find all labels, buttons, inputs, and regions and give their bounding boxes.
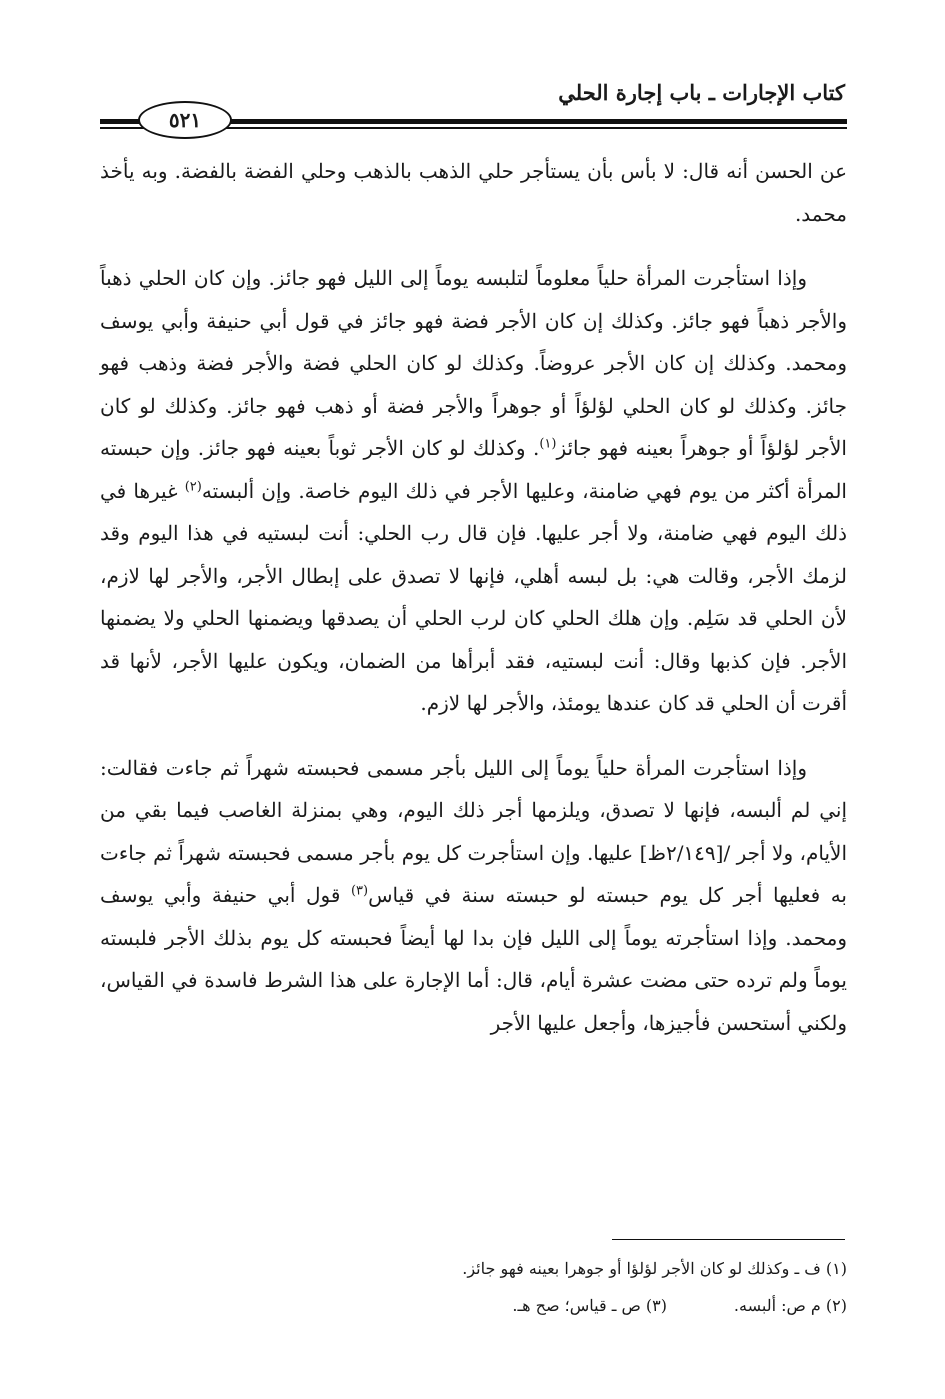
paragraph-3 xyxy=(100,747,847,1045)
paragraph-3-part-a: وإذا استأجرت المرأة حلياً يوماً إلى الليل بأجر مسمى فحبسته شهراً ثم جاءت فقالت: إني لم ألبسه، فإنها لا تصدق، ويلزمها أجر ذلك اليوم، وهي بمنزلة الغاصب فيما بقي من الأيام، ولا أجر /[٢/١٤٩ظ] عليها. وإن استأجرت كل يوم بأجر مسمى فحبسته شهراً ثم جاءت به فعليها أجر كل يوم حبسته لو حبسته سنة في قياس xyxy=(100,755,847,907)
paragraph-3-part-b: قول أبي حنيفة وأبي يوسف ومحمد. وإذا استأجرته يوماً إلى الليل فإن بدا لها أيضاً فحبسته كل يوم بذلك الأجر فلبسته يوماً ولم ترده حتى مضت عشرة أيام، قال: أما الإجارة على هذا الشرط فاسدة في القياس، ولكني أستحسن فأجيزها، وأجعل عليها الأجر xyxy=(100,883,847,1035)
paragraph-2-part-a: وإذا استأجرت المرأة حلياً معلوماً لتلبسه يوماً إلى الليل فهو جائز. وإن كان الحلي ذهباً والأجر ذهباً فهو جائز. وكذلك إن كان الأجر فضة فهو جائز في قول أبي حنيفة وأبي يوسف ومحمد. وكذلك إن كان الأجر عروضاً. وكذلك لو كان الحلي فضة والأجر فضة وذهب فهو جائز. وكذلك لو كان الحلي لؤلؤاً أو جوهراً والأجر فضة أو ذهب فهو جائز. وكذلك لو كان الأجر لؤلؤاً أو جوهراً بعينه فهو جائز xyxy=(100,266,847,460)
page-number-badge: ٥٢١ xyxy=(138,101,232,139)
paragraph-2 xyxy=(100,257,847,725)
footnote-ref-3: (٣) xyxy=(350,883,369,899)
running-title: كتاب الإجارات ـ باب إجارة الحلي xyxy=(558,80,845,105)
main-text xyxy=(100,150,847,1044)
paragraph-2-part-c: غيرها في ذلك اليوم فهي ضامنة، ولا أجر عليها. فإن قال رب الحلي: أنت لبستيه في هذا اليوم وقد لزمك الأجر، وقالت هي: بل لبسه أهلي، فإنها لا تصدق على إبطال الأجر، والأجر لها لازم، لأن الحلي قد سَلِم. وإن هلك الحلي كان لرب الحلي أن يصدقها ويضمنها الحلي ولا يضمنها الأجر. فإن كذبها وقال: أنت لبستيه، فقد أبرأها من الضمان، ويكون عليها الأجر، لأنها قد أقرت أن الحلي قد كان عندها يومئذ، والأجر لها لازم. xyxy=(100,478,847,715)
footnote-ref-1: (١) xyxy=(539,436,557,452)
footnote-ref-2: (٢) xyxy=(184,478,202,494)
footnote-3: (٣) ص ـ قياس؛ صح هـ. xyxy=(512,1296,667,1315)
footnote-2: (٢) م ص: ألبسه. xyxy=(733,1296,847,1315)
footnote-row-2 xyxy=(100,1287,847,1324)
footnote-1: (١) ف ـ وكذلك لو كان الأجر لؤلؤا أو جوهرا بعينه فهو جائز. xyxy=(462,1259,847,1278)
paragraph-1: عن الحسن أنه قال: لا بأس بأن يستأجر حلي الذهب بالذهب وحلي الفضة بالفضة. وبه يأخذ محمد. xyxy=(100,159,848,226)
footnote-separator xyxy=(612,1239,845,1240)
paragraph-2-part-b: . وكذلك لو كان الأجر ثوباً بعينه فهو جائز. وإن حبسته المرأة أكثر من يوم فهي ضامنة، وعليها الأجر في ذلك اليوم خاصة. وإن ألبسته xyxy=(100,436,847,503)
footnotes xyxy=(100,1250,847,1324)
